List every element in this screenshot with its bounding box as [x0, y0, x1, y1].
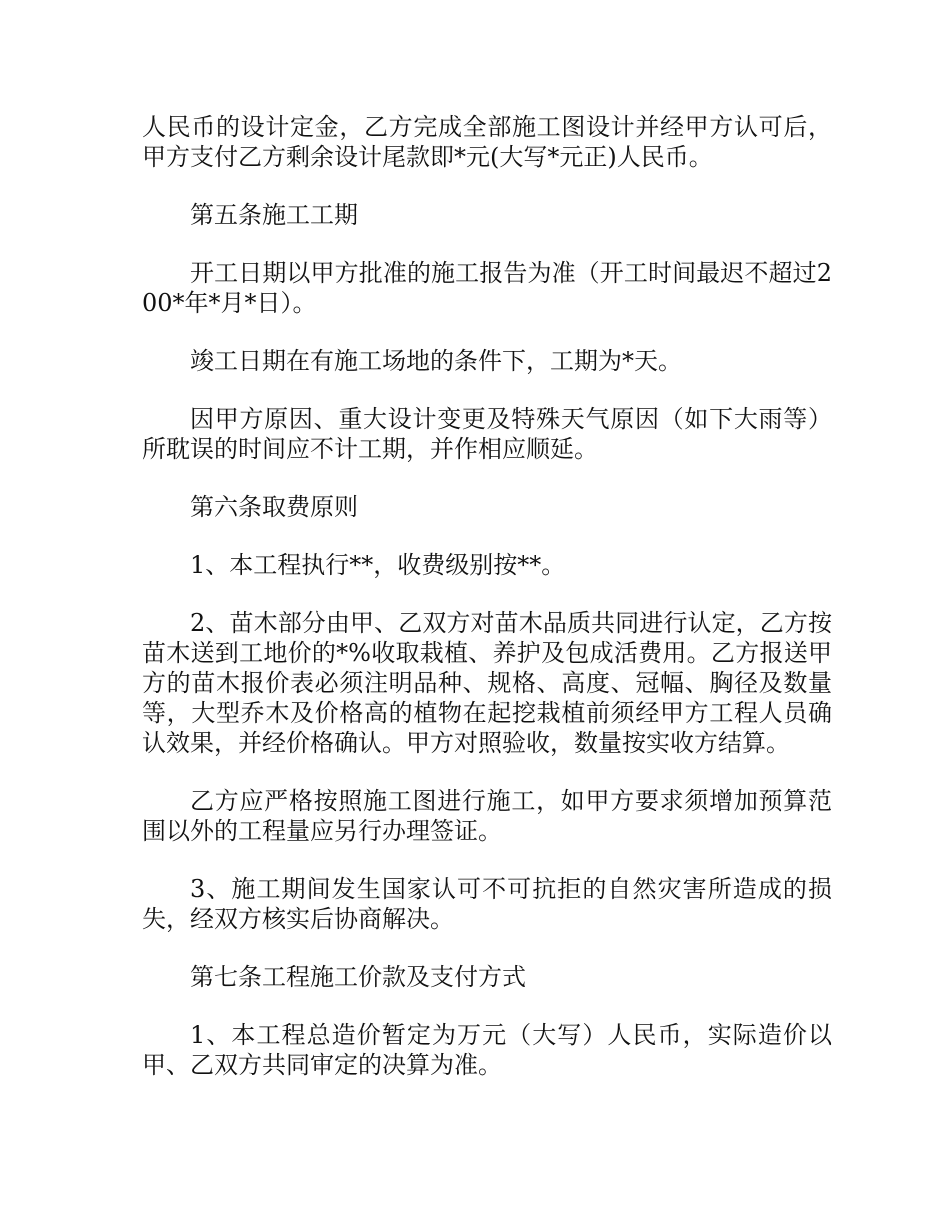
paragraph-design-payment: 人民币的设计定金，乙方完成全部施工图设计并经甲方认可后，甲方支付乙方剩余设计尾款即*元(大写*元正)人民币。: [142, 113, 832, 171]
article-7-heading: 第七条工程施工价款及支付方式: [190, 963, 526, 991]
document-body: [142, 112, 832, 1108]
paragraph-fee-item-1: 1、本工程执行**，收费级别按**。: [190, 551, 566, 579]
paragraph-completion-date: 竣工日期在有施工场地的条件下，工期为*天。: [190, 347, 682, 375]
article-5-heading: 第五条施工工期: [190, 201, 358, 229]
article-6-heading: 第六条取费原则: [190, 493, 358, 521]
paragraph-start-date: 开工日期以甲方批准的施工报告为准（开工时间最迟不超过200*年*月*日）。: [142, 259, 832, 317]
paragraph-delay-exemption: 因甲方原因、重大设计变更及特殊天气原因（如下大雨等）所耽误的时间应不计工期，并作相应顺延。: [142, 405, 832, 463]
paragraph-fee-item-3: 3、施工期间发生国家认可不可抗拒的自然灾害所造成的损失，经双方核实后协商解决。: [142, 875, 832, 933]
paragraph-construction-visa: 乙方应严格按照施工图进行施工，如甲方要求须增加预算范围以外的工程量应另行办理签证。: [142, 787, 832, 845]
paragraph-fee-item-2: 2、苗木部分由甲、乙双方对苗木品质共同进行认定，乙方按苗木送到工地价的*%收取栽植、养护及包成活费用。乙方报送甲方的苗木报价表必须注明品种、规格、高度、冠幅、胸径及数量等，大型乔木及价格高的植物在起挖栽植前须经甲方工程人员确认效果，并经价格确认。甲方对照验收，数量按实收方结算。: [142, 609, 832, 757]
paragraph-price-item-1: 1、本工程总造价暂定为万元（大写）人民币，实际造价以甲、乙双方共同审定的决算为准。: [142, 1021, 832, 1079]
